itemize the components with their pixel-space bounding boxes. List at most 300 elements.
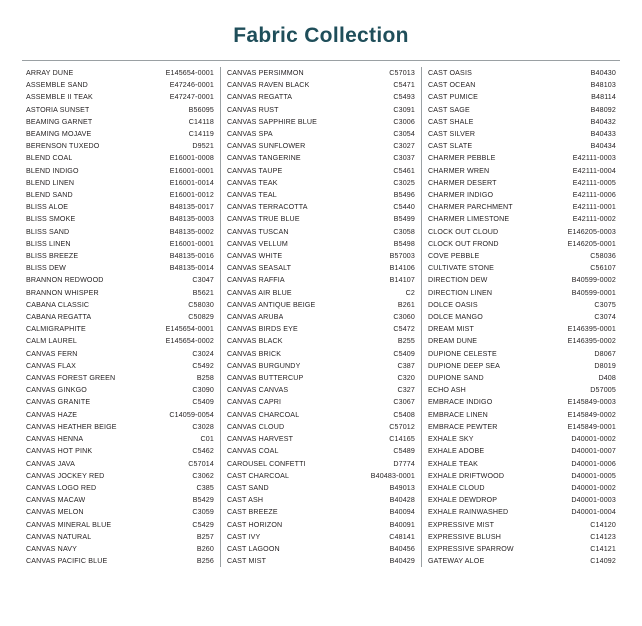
fabric-name: GATEWAY ALOE <box>428 557 485 566</box>
fabric-code: E16001-0008 <box>169 154 214 163</box>
fabric-code: E16001-0001 <box>169 166 214 175</box>
fabric-code: C3090 <box>192 386 214 395</box>
fabric-row <box>227 189 415 201</box>
fabric-row <box>227 335 415 347</box>
fabric-row <box>428 152 616 164</box>
fabric-row <box>26 238 214 250</box>
fabric-code: E145849-0001 <box>567 422 616 431</box>
fabric-column-1 <box>20 67 220 567</box>
fabric-name: CANVAS BLACK <box>227 337 283 346</box>
fabric-row <box>227 531 415 543</box>
fabric-name: CANVAS MELON <box>26 508 84 517</box>
fabric-code: C58036 <box>590 252 616 261</box>
fabric-row <box>227 274 415 286</box>
fabric-code: C320 <box>397 374 415 383</box>
fabric-code: C48141 <box>389 532 415 541</box>
fabric-name: CANVAS PERSIMMON <box>227 69 304 77</box>
fabric-name: CANVAS SUNFLOWER <box>227 142 306 151</box>
fabric-name: CANVAS TANGERINE <box>227 154 301 163</box>
fabric-name: CANVAS MACAW <box>26 496 86 505</box>
fabric-row <box>428 67 616 79</box>
fabric-row <box>227 311 415 323</box>
fabric-name: CANVAS COAL <box>227 447 279 456</box>
fabric-code: C3060 <box>393 313 415 322</box>
fabric-row <box>227 262 415 274</box>
fabric-code: C50829 <box>188 313 214 322</box>
fabric-row <box>26 384 214 396</box>
fabric-name: CHARMER PEBBLE <box>428 154 496 163</box>
fabric-code: E47247-0001 <box>169 93 214 102</box>
fabric-name: CANVAS HAZE <box>26 410 78 419</box>
fabric-row <box>428 104 616 116</box>
fabric-name: EMBRACE INDIGO <box>428 398 493 407</box>
fabric-row <box>26 189 214 201</box>
fabric-row <box>428 335 616 347</box>
fabric-row <box>227 384 415 396</box>
fabric-name: BEAMING GARNET <box>26 117 93 126</box>
fabric-name: CANVAS JOCKEY RED <box>26 471 105 480</box>
fabric-row <box>428 531 616 543</box>
fabric-code: D7774 <box>393 459 415 468</box>
fabric-code: B48135-0002 <box>169 227 214 236</box>
fabric-code: C3075 <box>594 300 616 309</box>
fabric-name: CAST IVY <box>227 532 261 541</box>
fabric-code: B256 <box>196 557 214 566</box>
fabric-code: C57014 <box>188 459 214 468</box>
fabric-name: BLISS ALOE <box>26 203 69 212</box>
fabric-code: C3025 <box>393 178 415 187</box>
fabric-name: CANVAS FOREST GREEN <box>26 374 116 383</box>
fabric-name: CAST PUMICE <box>428 93 479 102</box>
fabric-code: E146205-0001 <box>567 239 616 248</box>
fabric-code: B48092 <box>590 105 616 114</box>
fabric-name: ASSEMBLE II TEAK <box>26 93 93 102</box>
fabric-name: CHARMER PARCHMENT <box>428 203 513 212</box>
fabric-row <box>26 543 214 555</box>
fabric-code: C5440 <box>393 203 415 212</box>
fabric-name: DIRECTION DEW <box>428 276 488 285</box>
fabric-code: B5429 <box>192 496 214 505</box>
fabric-name: CANVAS AIR BLUE <box>227 288 292 297</box>
fabric-name: CHARMER WREN <box>428 166 490 175</box>
fabric-name: CHARMER INDIGO <box>428 191 494 200</box>
fabric-code: B40599-0002 <box>571 276 616 285</box>
fabric-code: B5499 <box>393 215 415 224</box>
fabric-row <box>26 250 214 262</box>
fabric-row <box>227 79 415 91</box>
fabric-row <box>428 433 616 445</box>
fabric-code: B49013 <box>389 483 415 492</box>
fabric-row <box>26 348 214 360</box>
fabric-name: CAST SLATE <box>428 142 473 151</box>
fabric-name: CANVAS PACIFIC BLUE <box>26 557 108 566</box>
fabric-name: DOLCE MANGO <box>428 313 483 322</box>
fabric-name: CANVAS TEAL <box>227 191 277 200</box>
fabric-name: CANVAS BURGUNDY <box>227 361 301 370</box>
fabric-name: CANVAS BRICK <box>227 349 282 358</box>
fabric-name: CANVAS LOGO RED <box>26 483 97 492</box>
fabric-name: CANVAS NATURAL <box>26 532 92 541</box>
fabric-code: C3091 <box>393 105 415 114</box>
fabric-code: C3024 <box>192 349 214 358</box>
fabric-row <box>227 482 415 494</box>
fabric-name: BRANNON REDWOOD <box>26 276 104 285</box>
fabric-code: C387 <box>397 361 415 370</box>
fabric-name: CANVAS CHARCOAL <box>227 410 300 419</box>
fabric-name: BLISS SAND <box>26 227 70 236</box>
fabric-name: CALM LAUREL <box>26 337 77 346</box>
fabric-name: CANVAS RUST <box>227 105 279 114</box>
fabric-name: CAST OASIS <box>428 69 472 77</box>
fabric-name: EXPRESSIVE MIST <box>428 520 495 529</box>
fabric-name: BERENSON TUXEDO <box>26 142 100 151</box>
fabric-code: E145849-0002 <box>567 410 616 419</box>
fabric-code: B40433 <box>590 130 616 139</box>
fabric-name: CLOCK OUT CLOUD <box>428 227 499 236</box>
fabric-code: B40432 <box>590 117 616 126</box>
fabric-row <box>227 67 415 79</box>
fabric-name: CAST SAGE <box>428 105 470 114</box>
fabric-name: DIRECTION LINEN <box>428 288 493 297</box>
fabric-row <box>26 323 214 335</box>
fabric-name: CAST SAND <box>227 483 269 492</box>
fabric-code: D8067 <box>594 349 616 358</box>
fabric-row <box>227 519 415 531</box>
fabric-name: CANVAS RAVEN BLACK <box>227 81 310 90</box>
fabric-code: D40001-0005 <box>571 471 616 480</box>
fabric-row <box>428 128 616 140</box>
fabric-code: C14121 <box>590 544 616 553</box>
fabric-code: C5429 <box>192 520 214 529</box>
fabric-code: B258 <box>196 374 214 383</box>
fabric-code: C3054 <box>393 130 415 139</box>
fabric-row <box>26 140 214 152</box>
fabric-name: CANVAS BIRDS EYE <box>227 325 298 334</box>
fabric-code: D40001-0003 <box>571 496 616 505</box>
fabric-name: CHARMER DESERT <box>428 178 497 187</box>
fabric-code: C385 <box>196 483 214 492</box>
fabric-row <box>26 433 214 445</box>
fabric-row <box>227 396 415 408</box>
fabric-row <box>26 531 214 543</box>
fabric-name: CALMIGRAPHITE <box>26 325 86 334</box>
fabric-row <box>428 201 616 213</box>
fabric-row <box>227 372 415 384</box>
fabric-name: CAST SHALE <box>428 117 474 126</box>
fabric-name: CAST HORIZON <box>227 520 283 529</box>
fabric-name: CANVAS GRANITE <box>26 398 91 407</box>
fabric-name: CAST CHARCOAL <box>227 471 290 480</box>
fabric-code: B48135-0017 <box>169 203 214 212</box>
fabric-code: B48135-0014 <box>169 264 214 273</box>
fabric-code: C2 <box>405 288 415 297</box>
fabric-code: C14119 <box>188 130 214 139</box>
fabric-code: E42111-0005 <box>572 178 616 187</box>
fabric-row <box>428 421 616 433</box>
fabric-row <box>227 165 415 177</box>
fabric-row <box>26 226 214 238</box>
fabric-code: D40001-0002 <box>571 483 616 492</box>
fabric-code: E42111-0001 <box>572 203 616 212</box>
fabric-row <box>227 177 415 189</box>
fabric-name: CAST BREEZE <box>227 508 278 517</box>
fabric-row <box>428 287 616 299</box>
fabric-code: E16001-0001 <box>169 239 214 248</box>
fabric-row <box>227 213 415 225</box>
fabric-row <box>428 555 616 567</box>
fabric-name: CANVAS JAVA <box>26 459 75 468</box>
fabric-row <box>26 482 214 494</box>
fabric-row <box>26 262 214 274</box>
fabric-code: B48135-0003 <box>169 215 214 224</box>
fabric-code: E42111-0002 <box>572 215 616 224</box>
fabric-code: B5621 <box>192 288 214 297</box>
fabric-name: CAST SILVER <box>428 130 476 139</box>
fabric-name: EXHALE CLOUD <box>428 483 485 492</box>
fabric-row <box>26 67 214 79</box>
fabric-code: D40001-0006 <box>571 459 616 468</box>
fabric-code: B5496 <box>393 191 415 200</box>
fabric-code: B260 <box>196 544 214 553</box>
fabric-row <box>26 396 214 408</box>
fabric-code: C5409 <box>192 398 214 407</box>
fabric-row <box>428 458 616 470</box>
fabric-code: E42111-0006 <box>572 191 616 200</box>
fabric-code: E145654-0001 <box>165 325 214 334</box>
fabric-row <box>227 128 415 140</box>
fabric-code: B40428 <box>389 496 415 505</box>
fabric-code: D40001-0002 <box>571 435 616 444</box>
fabric-row <box>227 152 415 164</box>
fabric-name: CANVAS REGATTA <box>227 93 293 102</box>
fabric-code: C57013 <box>389 69 415 77</box>
fabric-row <box>26 274 214 286</box>
fabric-columns <box>0 67 642 567</box>
fabric-row <box>26 287 214 299</box>
fabric-code: C58030 <box>188 300 214 309</box>
fabric-name: CANVAS TAUPE <box>227 166 283 175</box>
fabric-row <box>26 458 214 470</box>
fabric-name: EXHALE SKY <box>428 435 474 444</box>
fabric-row <box>428 384 616 396</box>
fabric-row <box>227 433 415 445</box>
fabric-name: CHARMER LIMESTONE <box>428 215 510 224</box>
fabric-name: BLEND INDIGO <box>26 166 79 175</box>
fabric-row <box>26 311 214 323</box>
fabric-code: C57012 <box>389 422 415 431</box>
fabric-code: C3062 <box>192 471 214 480</box>
fabric-code: E146395-0001 <box>567 325 616 334</box>
fabric-code: E47246-0001 <box>169 81 214 90</box>
fabric-code: B255 <box>397 337 415 346</box>
fabric-row <box>26 213 214 225</box>
fabric-row <box>227 250 415 262</box>
fabric-name: EXHALE RAINWASHED <box>428 508 509 517</box>
fabric-row <box>227 348 415 360</box>
fabric-row <box>428 299 616 311</box>
fabric-code: C14092 <box>590 557 616 566</box>
fabric-name: CAROUSEL CONFETTI <box>227 459 306 468</box>
fabric-row <box>428 519 616 531</box>
fabric-code: C327 <box>397 386 415 395</box>
fabric-code: E145654-0002 <box>165 337 214 346</box>
fabric-row <box>428 226 616 238</box>
fabric-row <box>26 494 214 506</box>
fabric-name: CAST ASH <box>227 496 264 505</box>
fabric-code: B14106 <box>389 264 415 273</box>
fabric-name: EXPRESSIVE SPARROW <box>428 544 514 553</box>
fabric-code: E145654-0001 <box>165 69 214 77</box>
fabric-name: CANVAS CLOUD <box>227 422 285 431</box>
fabric-row <box>428 323 616 335</box>
fabric-code: B40091 <box>389 520 415 529</box>
fabric-name: BEAMING MOJAVE <box>26 130 92 139</box>
fabric-code: C5461 <box>393 166 415 175</box>
fabric-code: E42111-0003 <box>572 154 616 163</box>
fabric-code: D408 <box>598 374 616 383</box>
fabric-name: CANVAS CANVAS <box>227 386 289 395</box>
fabric-code: D57005 <box>590 386 616 395</box>
fabric-code: C14165 <box>389 435 415 444</box>
fabric-name: CANVAS FERN <box>26 349 78 358</box>
fabric-row <box>26 372 214 384</box>
fabric-name: BLEND COAL <box>26 154 73 163</box>
fabric-row <box>227 116 415 128</box>
fabric-row <box>227 421 415 433</box>
fabric-name: EMBRACE PEWTER <box>428 422 498 431</box>
fabric-row <box>227 470 415 482</box>
fabric-name: CANVAS SAPPHIRE BLUE <box>227 117 317 126</box>
fabric-row <box>227 458 415 470</box>
fabric-name: CANVAS HARVEST <box>227 435 294 444</box>
fabric-name: CANVAS HENNA <box>26 435 84 444</box>
fabric-row <box>428 445 616 457</box>
fabric-row <box>428 79 616 91</box>
fabric-row <box>26 360 214 372</box>
fabric-code: E146205-0003 <box>567 227 616 236</box>
fabric-column-3 <box>421 67 622 567</box>
fabric-row <box>428 372 616 384</box>
fabric-code: B40094 <box>389 508 415 517</box>
fabric-code: C3027 <box>393 142 415 151</box>
fabric-code: C5489 <box>393 447 415 456</box>
fabric-code: C5472 <box>393 325 415 334</box>
fabric-name: CANVAS NAVY <box>26 544 78 553</box>
fabric-code: E16001-0014 <box>169 178 214 187</box>
fabric-name: CANVAS FLAX <box>26 361 77 370</box>
fabric-name: CULTIVATE STONE <box>428 264 494 273</box>
fabric-row <box>428 274 616 286</box>
fabric-row <box>26 201 214 213</box>
fabric-name: BRANNON WHISPER <box>26 288 99 297</box>
fabric-column-2 <box>220 67 421 567</box>
fabric-code: D40001-0004 <box>571 508 616 517</box>
fabric-row <box>26 79 214 91</box>
fabric-row <box>227 506 415 518</box>
fabric-name: ASTORIA SUNSET <box>26 105 90 114</box>
fabric-name: CANVAS ANTIQUE BEIGE <box>227 300 316 309</box>
fabric-name: BLEND SAND <box>26 191 73 200</box>
fabric-name: EXHALE ADOBE <box>428 447 485 456</box>
fabric-row <box>26 177 214 189</box>
fabric-row <box>26 421 214 433</box>
fabric-code: C3006 <box>393 117 415 126</box>
fabric-row <box>428 213 616 225</box>
fabric-code: C56107 <box>590 264 616 273</box>
fabric-name: COVE PEBBLE <box>428 252 480 261</box>
fabric-name: ARRAY DUNE <box>26 69 74 77</box>
fabric-code: B56095 <box>188 105 214 114</box>
fabric-row <box>227 360 415 372</box>
fabric-row <box>26 470 214 482</box>
fabric-row <box>26 128 214 140</box>
fabric-name: EXHALE TEAK <box>428 459 479 468</box>
fabric-row <box>26 519 214 531</box>
fabric-code: B48103 <box>590 81 616 90</box>
fabric-name: CAST OCEAN <box>428 81 476 90</box>
fabric-code: B48135-0016 <box>169 252 214 261</box>
fabric-name: CAST MIST <box>227 557 267 566</box>
fabric-name: CANVAS WHITE <box>227 252 283 261</box>
fabric-row <box>428 177 616 189</box>
fabric-row <box>428 250 616 262</box>
fabric-row <box>227 445 415 457</box>
fabric-code: D9521 <box>192 142 214 151</box>
fabric-name: CANVAS CAPRI <box>227 398 282 407</box>
fabric-row <box>26 116 214 128</box>
fabric-name: EXHALE DRIFTWOOD <box>428 471 505 480</box>
fabric-name: BLISS BREEZE <box>26 252 79 261</box>
fabric-name: CANVAS SEASALT <box>227 264 292 273</box>
fabric-row <box>227 323 415 335</box>
fabric-code: B261 <box>397 300 415 309</box>
fabric-row <box>428 506 616 518</box>
fabric-row <box>26 299 214 311</box>
fabric-name: CANVAS HOT PINK <box>26 447 93 456</box>
fabric-name: DREAM MIST <box>428 325 475 334</box>
fabric-code: B5498 <box>393 239 415 248</box>
fabric-name: BLISS LINEN <box>26 239 71 248</box>
fabric-row <box>428 348 616 360</box>
fabric-code: C3037 <box>393 154 415 163</box>
fabric-code: B14107 <box>389 276 415 285</box>
fabric-name: CANVAS RAFFIA <box>227 276 285 285</box>
fabric-name: BLISS SMOKE <box>26 215 76 224</box>
fabric-row <box>227 140 415 152</box>
fabric-row <box>428 91 616 103</box>
fabric-code: C14059-0054 <box>169 410 214 419</box>
fabric-code: C3047 <box>192 276 214 285</box>
fabric-code: C14118 <box>188 117 214 126</box>
fabric-code: D8019 <box>594 361 616 370</box>
fabric-name: CAST LAGOON <box>227 544 280 553</box>
fabric-row <box>26 335 214 347</box>
fabric-row <box>428 238 616 250</box>
fabric-code: C3028 <box>192 422 214 431</box>
page-title: Fabric Collection <box>233 24 409 47</box>
fabric-row <box>227 91 415 103</box>
fabric-name: CABANA REGATTA <box>26 313 92 322</box>
fabric-row <box>428 470 616 482</box>
fabric-code: C01 <box>200 435 214 444</box>
fabric-code: E42111-0004 <box>572 166 616 175</box>
fabric-row <box>428 116 616 128</box>
fabric-name: ECHO ASH <box>428 386 466 395</box>
fabric-code: B40456 <box>389 544 415 553</box>
fabric-code: C3058 <box>393 227 415 236</box>
fabric-name: CANVAS SPA <box>227 130 273 139</box>
fabric-row <box>428 262 616 274</box>
